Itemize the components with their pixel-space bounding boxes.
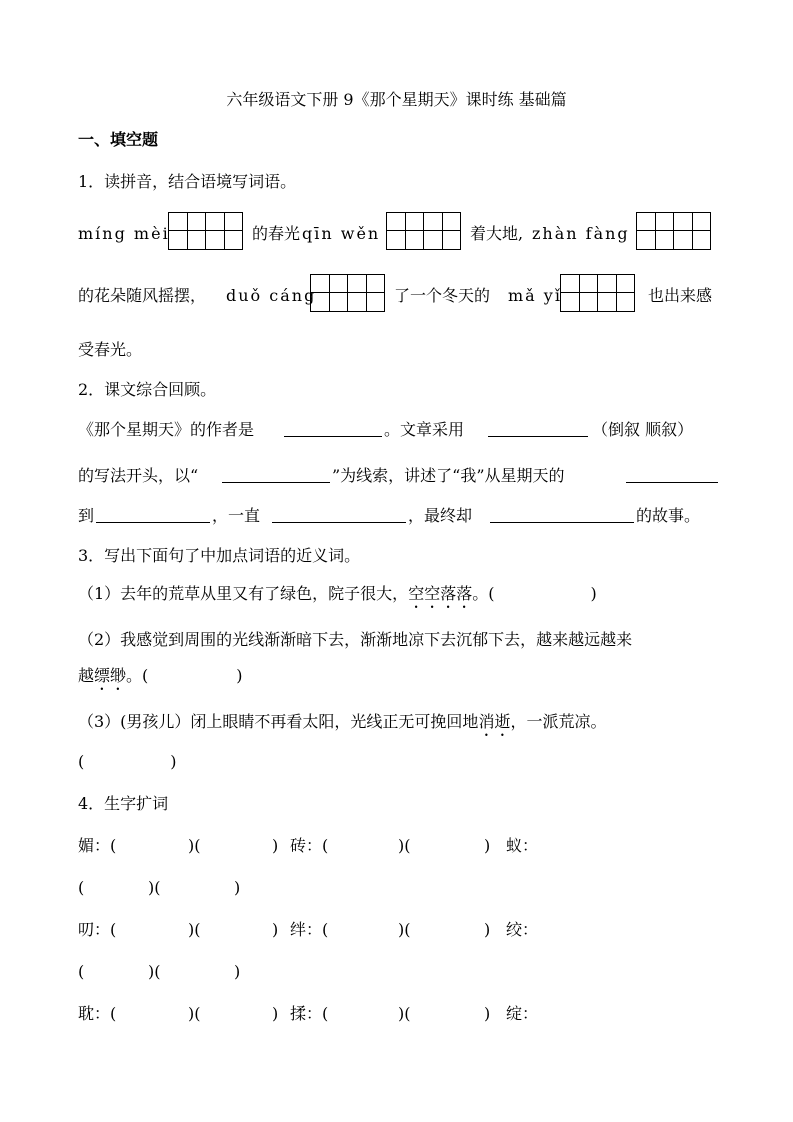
blank-from[interactable]	[626, 466, 718, 483]
text-segment: )	[236, 666, 243, 685]
text-segment: 。文章采用	[384, 420, 465, 439]
text-segment: 着大地,	[470, 224, 524, 243]
answer-grid-mayi[interactable]	[560, 274, 635, 312]
question-2-label: 2．课文综合回顾。	[78, 380, 217, 399]
word-expansion-text: )	[484, 836, 491, 855]
pinyin-zhanfang: zhàn fàng	[532, 224, 630, 243]
text-segment: 。(	[126, 666, 149, 685]
dotted-word: 消逝	[478, 712, 511, 731]
text-segment: 越	[78, 666, 95, 685]
text-segment: 到	[78, 506, 95, 525]
word-expansion-text: 绊：(	[290, 920, 329, 939]
page-title: 六年级语文下册 9《那个星期天》课时练 基础篇	[226, 90, 567, 109]
sentence-2-cont	[78, 666, 243, 694]
blank-always[interactable]	[272, 506, 406, 523]
sentence-2: （2）我感觉到周围的光线渐渐暗下去，渐渐地凉下去沉郁下去，越来越远越来	[78, 630, 633, 649]
answer-grid-duocang[interactable]	[310, 274, 385, 312]
grid-char-cell[interactable]	[423, 213, 460, 249]
text-segment: )	[590, 584, 597, 603]
dotted-word: 缥缈	[94, 666, 127, 685]
word-expansion-text: )(	[188, 1004, 201, 1023]
text-segment: ”为线索，讲述了“我”从星期天的	[332, 466, 565, 485]
grid-char-cell[interactable]	[597, 275, 634, 311]
text-segment: （倒叙 顺叙）	[592, 420, 694, 439]
word-expansion-wrap-text: )	[234, 878, 241, 897]
question-3-label: 3．写出下面句了中加点词语的近义词。	[78, 546, 361, 565]
section-heading-fill-in: 一、填空题	[78, 130, 159, 149]
dotted-word: 空空落落	[408, 584, 473, 603]
blank-narrative-method[interactable]	[488, 420, 588, 437]
word-expansion-text: )	[272, 1004, 279, 1023]
grid-char-cell[interactable]	[311, 275, 347, 311]
text-segment: 的写法开头，以“	[78, 466, 199, 485]
word-expansion-text: 蚁：	[506, 836, 539, 855]
text-segment: 的春光	[252, 224, 301, 243]
answer-grid-qinwen[interactable]	[386, 212, 461, 250]
word-expansion-text: )(	[398, 1004, 411, 1023]
text-segment: （3）(男孩儿）闭上眼睛不再看太阳，光线正无可挽回地	[78, 712, 479, 731]
pinyin-duocang: duǒ cáng	[226, 286, 317, 305]
pinyin-mayi: mǎ yǐ	[508, 286, 562, 305]
grid-char-cell[interactable]	[347, 275, 384, 311]
text-segment: 也出来感	[648, 286, 713, 305]
word-expansion-text: )(	[188, 836, 201, 855]
text-segment: ，一派荒凉。	[510, 712, 607, 731]
text-segment: ，一直	[212, 506, 261, 525]
word-expansion-text: 揉：(	[290, 1004, 329, 1023]
text-segment: ，最终却	[408, 506, 473, 525]
word-expansion-text: )(	[188, 920, 201, 939]
word-expansion-wrap-text: )(	[148, 878, 161, 897]
word-expansion-text: )	[272, 836, 279, 855]
word-expansion-wrap-text: )(	[148, 962, 161, 981]
blank-author[interactable]	[284, 420, 382, 437]
word-expansion-wrap-text: )	[234, 962, 241, 981]
grid-char-cell[interactable]	[205, 213, 242, 249]
text-segment: （1）去年的荒草从里又有了绿色，院子很大，	[78, 584, 409, 603]
text-segment: 了一个冬天的	[394, 286, 491, 305]
word-expansion-text: 绽：	[506, 1004, 539, 1023]
grid-char-cell[interactable]	[169, 213, 205, 249]
word-expansion-text: 绞：	[506, 920, 539, 939]
pinyin-qinwen: qīn wěn	[302, 224, 381, 243]
grid-char-cell[interactable]	[673, 213, 710, 249]
text-segment: 受春光。	[78, 340, 143, 359]
question-1-label: 1．读拼音，结合语境写词语。	[78, 172, 297, 191]
word-expansion-text: 砖：(	[290, 836, 329, 855]
word-expansion-wrap-text: (	[78, 962, 85, 981]
word-expansion-text: )	[484, 1004, 491, 1023]
blank-clue[interactable]	[222, 466, 330, 483]
word-expansion-text: 叨：(	[78, 920, 117, 939]
blank-finally[interactable]	[490, 506, 634, 523]
text-segment: 《那个星期天》的作者是	[78, 420, 255, 439]
text-segment: )	[170, 752, 177, 771]
text-segment: 。(	[472, 584, 495, 603]
word-expansion-wrap-text: (	[78, 878, 85, 897]
word-expansion-text: )(	[398, 836, 411, 855]
word-expansion-text: 耽：(	[78, 1004, 117, 1023]
grid-char-cell[interactable]	[387, 213, 423, 249]
text-segment: 的花朵随风摇摆，	[78, 286, 207, 305]
sentence-3-answer	[78, 752, 177, 772]
blank-to[interactable]	[96, 506, 210, 523]
text-segment: (	[78, 752, 85, 771]
grid-char-cell[interactable]	[561, 275, 597, 311]
word-expansion-text: )	[484, 920, 491, 939]
sentence-3	[78, 712, 606, 740]
sentence-1	[78, 584, 597, 612]
question-4-label: 4．生字扩词	[78, 794, 169, 813]
pinyin-mingmei: míng mèi	[78, 224, 170, 243]
word-expansion-text: )	[272, 920, 279, 939]
text-segment: 的故事。	[636, 506, 701, 525]
word-expansion-text: )(	[398, 920, 411, 939]
grid-char-cell[interactable]	[637, 213, 673, 249]
answer-grid-zhanfang[interactable]	[636, 212, 711, 250]
word-expansion-text: 媚：(	[78, 836, 117, 855]
answer-grid-mingmei[interactable]	[168, 212, 243, 250]
